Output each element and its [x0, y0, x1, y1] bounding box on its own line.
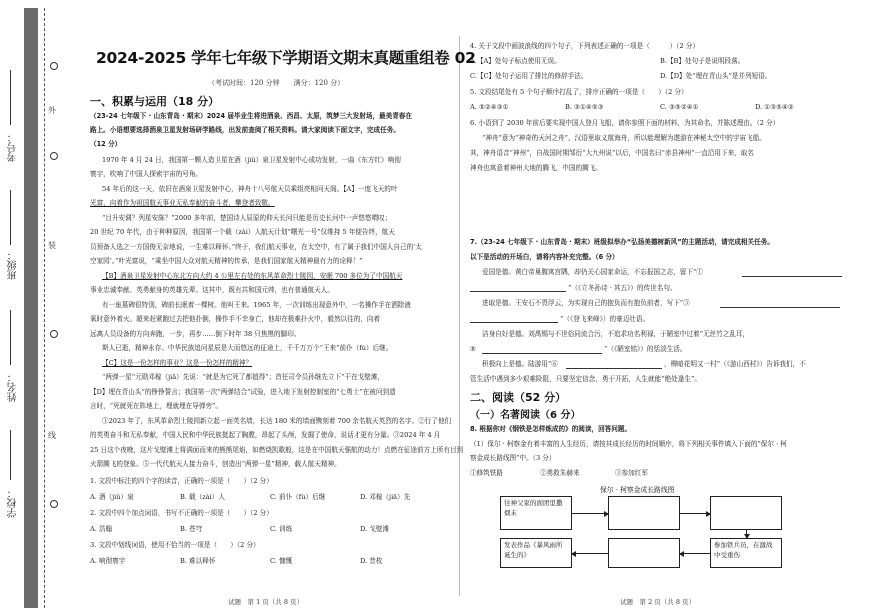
material-line: “神舟”意为“神奇的天河之舟”，汉语里取义航海舟，所以能理解为遨游在神秘太空中的宇宙飞船。 — [482, 134, 766, 142]
binding-mark: 线 — [48, 431, 56, 440]
question-stem: 3. 文段中划线词语，使用不恰当的一项是（ ）（2 分） — [90, 541, 260, 549]
question-line: （1）保尔 · 柯察金有着丰富的人生经历，请按其成长经历的时间顺序，将下列相关事件填入下面的“保尔 · 柯 — [470, 440, 787, 448]
passage-line: 空家园’。”叶光富说，“乘坐中国大众对航天精神的传承，是我们国家航天精神最有力的诠释！” — [90, 257, 363, 265]
cut-line — [44, 8, 45, 608]
passage-line: 有一座墓碑很特别，碑前长眠着一棵树。他叫王来。1965 年，一次训练出现意外中，一名操作手在洒除液 — [102, 301, 411, 309]
event-option: ③参加红军 — [615, 469, 648, 477]
column-divider — [459, 36, 460, 596]
left-column — [88, 0, 476, 615]
name-label: 姓名： — [8, 372, 19, 402]
binding-mark: 装 — [48, 241, 56, 250]
fill-line: 积极向上是德。陆游用“⑥ — [482, 360, 558, 368]
passage-line: 员预备人选之一方国俊无奈地说，一生难以释怀。”终于，我们航天事业，在太空中，有了属于我们中国人自己的‘太 — [90, 243, 422, 251]
fill-line: ，柳暗花明又一村”（《游山西村》）告诉我们，不 — [664, 360, 806, 368]
flowchart-blank-box[interactable] — [710, 496, 782, 530]
fill-line: ”（《登飞来峰》）的豪迈壮语。 — [560, 315, 650, 323]
option-b[interactable]: B. 苍穹 — [180, 525, 203, 533]
flowchart-arrow — [680, 553, 710, 554]
option-a[interactable]: A.【A】处句子标点使用无误。 — [470, 57, 561, 65]
passage-line: 寰宇，吹响了中国人探索宇宙的号角。 — [90, 170, 203, 178]
passage-line: 【C】这是一份怎样的事业？这是一份怎样的精神？ — [102, 359, 253, 367]
binding-margin — [0, 0, 60, 615]
option-c[interactable]: C. 训练 — [270, 525, 293, 533]
fill-line: ”（《陋室铭》）的恬淡生活。 — [604, 345, 687, 353]
option-d[interactable]: D. ①③⑤④② — [755, 103, 794, 111]
option-a[interactable]: A. 酒（jiǔ）泉 — [90, 493, 134, 501]
fill-line: 爱国是德。黄白帝巢腹寓宫隅，却仍关心国家命运，不忘报国之志，留下“① — [482, 268, 703, 276]
option-b[interactable]: B. 载（zài）人 — [180, 493, 225, 501]
right-column — [470, 0, 855, 615]
option-a[interactable]: A. 浩翰 — [90, 525, 113, 533]
flowchart-arrow — [680, 513, 710, 514]
page-title: 2024-2025 学年七年级下学期语文期末真题重组卷 02 — [96, 49, 476, 67]
question-stem: 8. 根据你对《钢铁是怎样炼成的》的阅读，回答问题。 — [470, 425, 632, 433]
fill-line: 洁身自好是德。刘禹锡与不世俗同流合污，不追求功名利禄，于陋室中过着“无丝竹之乱耳， — [482, 330, 750, 338]
passage-line: “两弹一星”元勋邓稼（jiā）先说：“就是为它死了都值得”；首任司令员孙继先立下“干在戈壁滩， — [102, 373, 385, 381]
answer-blank[interactable] — [566, 368, 662, 369]
option-c[interactable]: C.【C】处句子运用了排比的修辞手法。 — [470, 72, 588, 80]
passage-line: 事业忠诚奉献、英勇献身的英雄先辈。这其中，既有共和国元帅，也有普通航天人。 — [90, 286, 334, 294]
class-blank — [10, 190, 11, 245]
flowchart-box: 往神父家的面团里撒烟末 — [500, 496, 572, 530]
option-d[interactable]: D. 邓稼（jiā）先 — [360, 493, 411, 501]
flowchart-box: 发表作品《暴风雨所诞生的》 — [500, 538, 572, 568]
passage-line: 光富，向着作为祖国航天事业无私奉献的奋斗者，攀登者致敬。 — [90, 199, 275, 207]
option-b[interactable]: B.【B】处句子是说明段落。 — [660, 57, 745, 65]
event-option: ①修筑铁路 — [470, 469, 503, 477]
question-stem: 6. 小语到了 2030 年前后要实现中国人登月飞船，请你参照下面的材料，为其命名，并陈述理由。（2 分） — [470, 119, 780, 127]
binding-mark: 外 — [48, 106, 56, 115]
subsection-heading: （一）名著阅读（6 分） — [470, 410, 581, 421]
flowchart-arrow — [572, 513, 608, 514]
flowchart-blank-box[interactable] — [608, 496, 680, 530]
question-intro-line: 路上。小语想要选择酒泉卫星发射场研学路线，出发前查阅了相关资料。请大家阅读下面文字，完成任务。 — [90, 126, 400, 134]
page-footer: 试题 第 1 页（共 8 页） — [228, 598, 304, 606]
passage-line: 言时，“死就死在阵地上，埋就埋在导弹旁”。 — [90, 402, 223, 410]
exam-meta: （考试时间：120 分钟 满分：120 分） — [208, 79, 345, 87]
passage-line: 【D】埋在青山头”的铮铮誓言；我国第一次“两弹结合”试验，进入地下发射控制室的“七勇士”在被问到遗 — [90, 388, 396, 396]
answer-blank[interactable] — [742, 276, 842, 277]
option-b[interactable]: B. ③①④⑤③ — [565, 103, 604, 111]
option-a[interactable]: A. 响彻寰宇 — [90, 557, 126, 565]
option-c[interactable]: C. ③⑤②④① — [660, 103, 699, 111]
passage-line: 1970 年 4 月 24 日，我国第一颗人造卫星在酒（jiǔ）泉卫星发射中心成功发射，一曲《东方红》响彻 — [102, 156, 401, 164]
flowchart-blank-box[interactable] — [608, 538, 680, 568]
option-c[interactable]: C. 慷慨 — [270, 557, 293, 565]
fill-line: 进取是德。王安石不畏浮云，为实现自己的抱负而有抱负前者，写下“③ — [482, 299, 690, 307]
flowchart-title: 保尔 · 柯察金成长路线图 — [600, 486, 675, 494]
passage-line: 54 年后的这一天，依旧在酒泉卫星发射中心，神舟十八号航天员乘组亮相问天阁。【A】一度飞天的叶 — [102, 185, 398, 193]
question-line: 察金成长路线图”中。（3 分） — [470, 454, 556, 462]
exam-no-label: 考号： — [8, 132, 19, 162]
event-option: ②勇救朱赫来 — [540, 469, 580, 477]
question-intro-line: （23-24 七年级下 · 山东青岛 · 期末）2024 届毕业生将进酒泉、西昌、太原，筑梦三大发射场，最美青春在 — [90, 112, 412, 120]
passage-line: 20 世纪 70 年代，由于种种原因，我国第一个载（zài）人航天计划“曙光一号”仅维持 5 年便告终，航天 — [90, 228, 395, 236]
flowchart-box: 参加铁兵员，在激战中受重伤 — [710, 538, 782, 568]
passage-line: 【B】酒泉卫星发射中心东北方向大约 4 公里左右处的东风革命烈士陵园，安眠 700 多位为了中国航天 — [102, 272, 403, 280]
passage-line: “目升安调？列星安陈？”2000 多年前，楚国诗人屈原的仰天长问只能是历史长河中一声悠悠喟叹； — [102, 214, 392, 222]
school-label: 学校： — [8, 488, 19, 518]
option-d[interactable]: D.【D】处“埋在青山头”是并列短语。 — [660, 72, 772, 80]
binding-hole — [50, 500, 58, 508]
question-stem: 4. 关于文段中画波浪线的四个句子，下列表述正确的一项是（ ）（2 分） — [470, 42, 699, 50]
material-line: 神舟也寓意着神州大地的腾飞，中国的腾飞。 — [470, 164, 602, 172]
question-intro-line: （12 分） — [90, 140, 122, 148]
section-heading: 二、阅读（52 分） — [470, 391, 567, 404]
question-stem: 1. 文段中标注的四个字的读音，正确的一项是（ ）（2 分） — [90, 477, 273, 485]
material-line: 其，神舟语音“神州”，自战国时期邹衍“大九州说”以后，中国名曰“赤县神州”一直沿用下来，取名 — [470, 149, 754, 157]
passage-line: 25 日这个夜晚，这片戈壁滩上将满面而来的熊熊尾焰，如燃烧凯歌般，这是在中国航天强航的动力！点燃在征途前方上所有目到 — [90, 446, 464, 454]
option-c[interactable]: C. 前仆（fù）后继 — [270, 493, 326, 501]
passage-line: ①2023 年了，东风革命烈士陵园新立起一面英名墙，长达 180 米的墙面镌刻着 700 余名航天英烈的名字。②行了他们 — [102, 417, 452, 425]
fill-line: 管生活中遇到多少艰难险阻，只要坚定信念，勇于开拓，人生就能“绝处逢生”。 — [470, 375, 701, 383]
answer-blank[interactable] — [482, 353, 602, 354]
passage-line: 火箭腾飞的登象。⑤一代代航天人接力奋斗，创造出“两弹一星”精神，载人航天精神。 — [90, 460, 341, 468]
passage-line: 斯人已逝，精神永存。中华民族追问星辰是大而悠远的征途上，千千万万个“王来”前仆（fù）后继。 — [102, 344, 393, 352]
page-footer: 试题 第 2 页（共 8 页） — [620, 598, 696, 606]
passage-line: 远离人员设备的方向奔跑，一步，再步……倒下时年 38 只焦黑的脚印。 — [90, 330, 301, 338]
binding-hole — [50, 330, 58, 338]
answer-blank[interactable] — [720, 307, 840, 308]
exam-no-blank — [10, 70, 11, 125]
question-stem: 2. 文段中四个加点词语，书写不正确的一项是（ ）（2 分） — [90, 509, 273, 517]
passage-line: 的英勇奋斗和无私奉献，中国人民和中华民族挺起了胸膛，昂起了头颅，发掘了使命，说话才更有分量。③2024 年 4 月 — [90, 431, 441, 439]
answer-blank[interactable] — [470, 322, 558, 323]
question-intro-line: 以下是活动的开场白，请将内容补充完整。（6 分） — [470, 253, 619, 261]
section-heading: 一、积累与运用（18 分） — [90, 95, 220, 108]
option-a[interactable]: A. ⑤②④③① — [470, 103, 509, 111]
class-label: 班级： — [8, 250, 19, 280]
school-blank — [10, 430, 11, 480]
binding-hole — [50, 152, 58, 160]
answer-blank[interactable] — [470, 291, 566, 292]
fill-line: ”（《立冬孙诗 · 其五》）的传世名句。 — [568, 284, 677, 292]
binding-strip — [24, 8, 38, 608]
option-b[interactable]: B. 难以释怀 — [180, 557, 216, 565]
question-intro-line: 7.（23-24 七年级下 · 山东青岛 · 期末）班级拟举办“弘扬美德树新风”的主题活动，请完成相关任务。 — [470, 238, 774, 246]
question-stem: 5. 文段结尾处有 5 个句子顺序打乱了，排序正确的一项是（ ）（2 分） — [470, 88, 688, 96]
flowchart-arrow — [572, 553, 608, 554]
flowchart-arrow — [746, 530, 747, 538]
option-d[interactable]: D. 昔枚 — [360, 557, 383, 565]
binding-hole — [50, 62, 58, 70]
fill-line: ⑤ — [470, 345, 476, 353]
name-blank — [10, 310, 11, 365]
option-d[interactable]: D. 戈壁滩 — [360, 525, 390, 533]
passage-line: 氧时意外着火。超来赶紧跑过去把他扑倒，操作手不幸身亡，他却在极难扑火中，毅然以往的，向着 — [90, 315, 381, 323]
